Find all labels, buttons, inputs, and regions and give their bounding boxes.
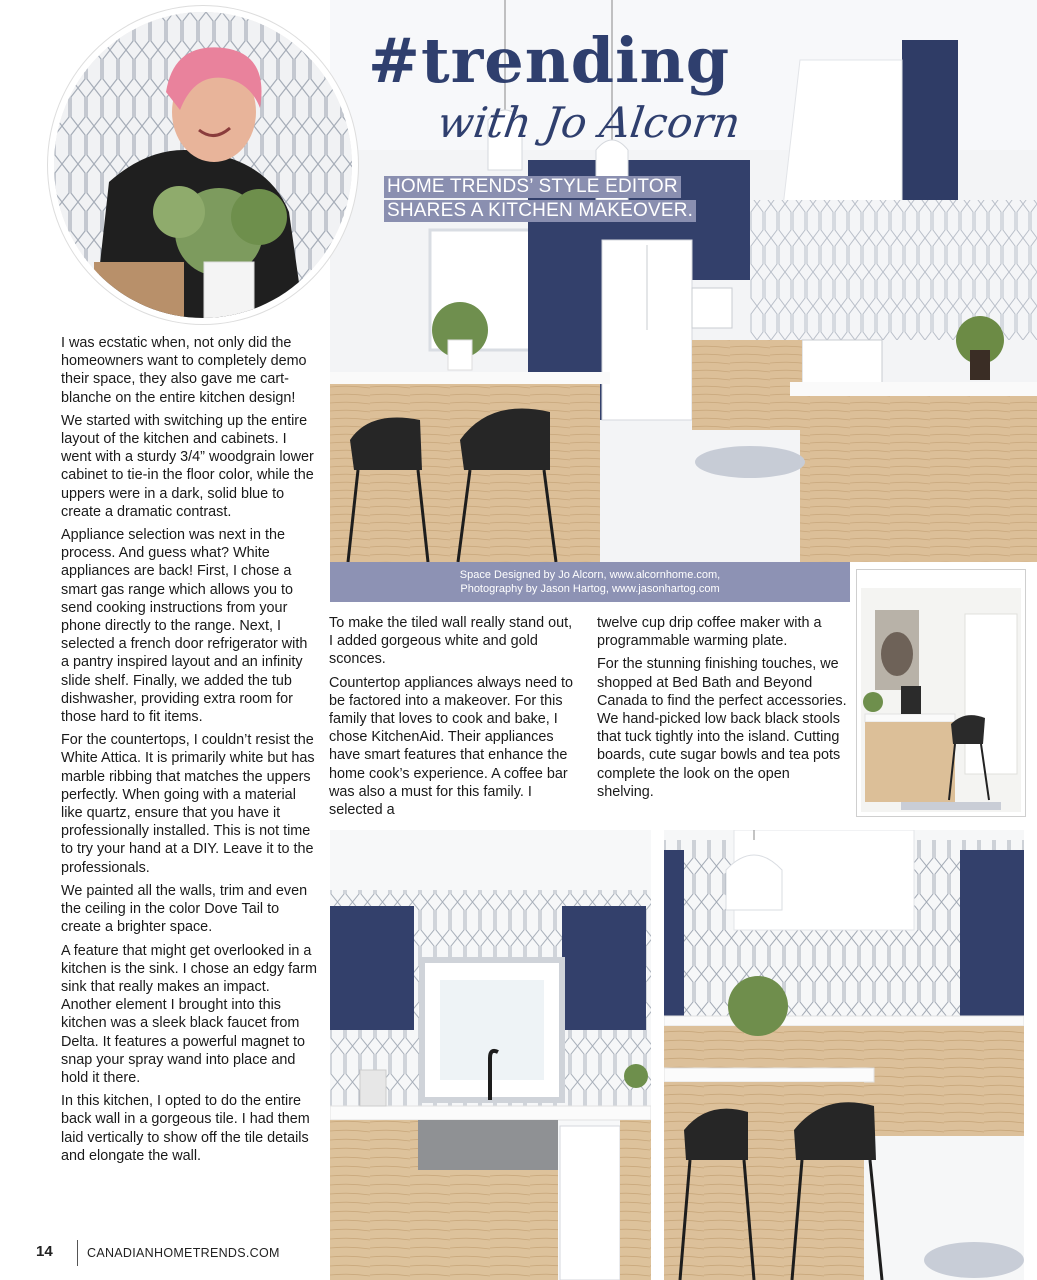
article-paragraph: Countertop appliances always need to be factored into a makeover. For this family that loves to cook and bake, I chose KitchenAid. Their appliances have smart features that enhance the home cook’s experience. A coffee bar was also a must for this family. I selected a [329,674,574,819]
coffee-bar-inset-photo [857,570,1025,816]
article-paragraph: A feature that might get overlooked in a kitchen is the sink. I chose an edgy farm sink that really makes an impact. Another element I brought into this kitchen was a sleek black faucet from Delta. It features a powerful magnet to snap your spray wand into place and hold it there. [61,942,317,1086]
page-title: #trending [368,24,731,97]
sink-wall-illustration [330,830,651,1280]
island-stools-photo [664,830,1024,1280]
article-paragraph: I was ecstatic when, not only did the homeowners want to completely demo their space, they also gave me cart-blanche on the entire kitchen design! [61,335,307,406]
author-portrait [48,6,358,324]
article-paragraph: To make the tiled wall really stand out, I added gorgeous white and gold sconces. [329,615,573,668]
website-url: CANADIANHOMETRENDS.COM [87,1246,280,1260]
deck-headline [384,176,704,224]
photo-credit-band [330,562,850,602]
article-paragraph: Appliance selection was next in the process. And guess what? White appliances are back! First, I chose a smart gas range which allows you to send cooking instructions from your phone directly to the range. Next, I selected a french door refrigerator with a pantry inspired layout and an infinity slide shelf. Finally, we added the tub dishwasher, providing extra room for those hard to fit items. [61,527,308,726]
coffee-bar-illustration [861,574,1021,812]
article-column-left [61,334,317,1170]
footer-divider [77,1240,78,1266]
article-paragraph: We painted all the walls, trim and even the ceiling in the color Dove Tail to create a brighter space. [61,882,308,936]
deck-line-2: SHARES A KITCHEN MAKEOVER. [384,200,696,222]
article-paragraph: For the stunning finishing touches, we shopped at Bed Bath and Beyond Canada to find the perfect accessories. We hand-picked low back black stools that tuck tightly into the island. Cutting boards, cute sugar bowls and tea pots complete the look on the open shelving. [597,656,847,800]
sink-wall-photo [330,830,651,1280]
photo-credit-line-1: Space Designed by Jo Alcorn, www.alcornhome.com, [459,569,721,581]
island-stools-illustration [664,830,1024,1280]
page-number: 14 [36,1243,53,1260]
author-portrait-illustration [54,12,354,318]
article-paragraph: We started with switching up the entire layout of the kitchen and cabinets. I went with a sturdy 3/4” woodgrain lower cabinet to tie-in the floor color, while the uppers were in a dark, solid blue to create a dramatic contrast. [61,412,314,520]
photo-credit-line-2: Photography by Jason Hartog, www.jasonhartog.com [460,583,720,595]
page-subtitle: with Jo Alcorn [434,98,744,147]
article-column-middle [329,614,579,824]
deck-line-1: HOME TRENDS’ STYLE EDITOR [384,176,681,198]
article-paragraph: In this kitchen, I opted to do the entire back wall in a gorgeous tile. I had them laid vertically to show off the tile details and elongate the wall. [61,1093,310,1164]
article-paragraph: twelve cup drip coffee maker with a programmable warming plate. [597,615,822,650]
article-paragraph: For the countertops, I couldn’t resist the White Attica. It is primarily white but has marble ribbing that matches the uppers perfectly. When going with a material like quartz, ensure that you have it professionally installed. This is not time to try your hand at a DIY. Leave it to the professionals. [61,732,315,876]
article-column-right [597,614,847,806]
